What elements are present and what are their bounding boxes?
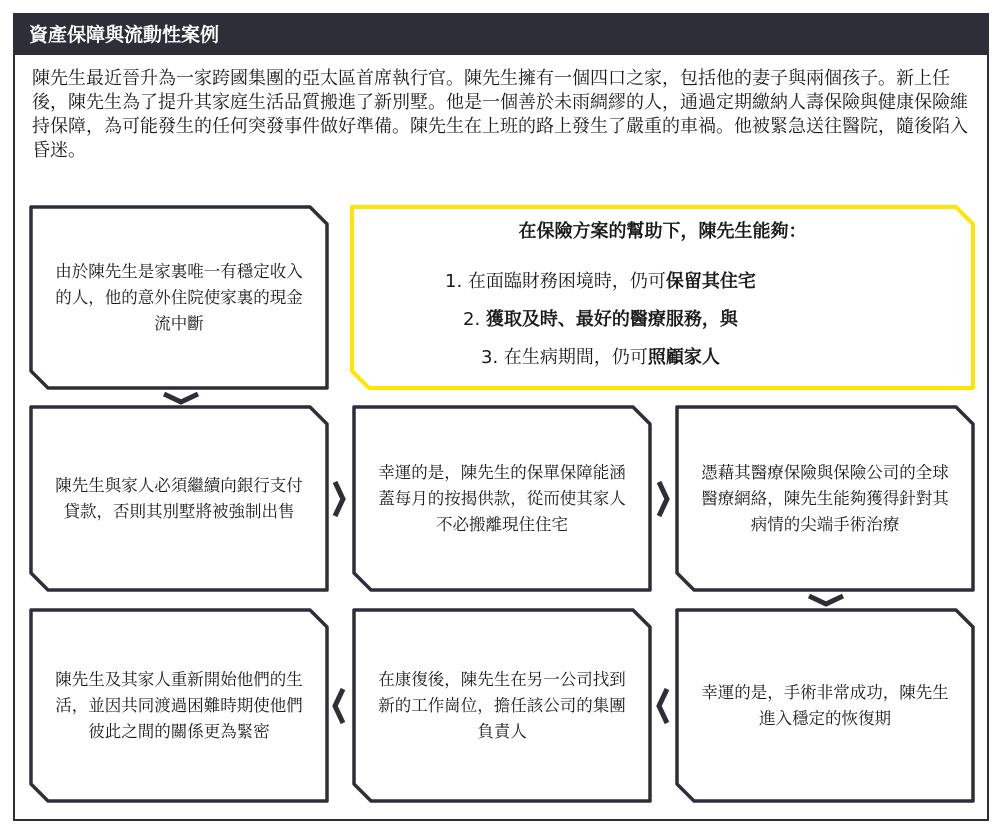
flow-box-text: 在康復後，陳先生在另一公司找到新的工作崗位，擔任該公司的集團負責人 — [378, 669, 626, 741]
insurance-benefits-box — [350, 205, 975, 390]
benefit-text: 在生病期間，仍可 — [503, 347, 648, 368]
benefit-emphasis: 照顧家人 — [647, 347, 720, 368]
flow-box-text: 陳先生與家人必須繼續向銀行支付貸款，否則其別墅將被強制出售 — [55, 475, 303, 521]
benefits-list — [445, 263, 756, 377]
benefit-number: 1. — [445, 271, 463, 292]
flow-box-recovery — [675, 608, 975, 803]
flow-box-text: 陳先生及其家人重新開始他們的生活，並因共同渡過困難時期使他們彼此之間的關係更為緊密 — [55, 669, 303, 741]
chevron-left-icon — [331, 686, 347, 726]
benefit-emphasis: 保留其住宅 — [665, 271, 756, 292]
benefit-text: 在面臨財務困境時，仍可 — [467, 271, 666, 292]
flow-box-new-job — [352, 608, 652, 803]
benefit-number: 2. — [463, 309, 481, 330]
benefit-emphasis: 獲取及時、最好的醫療服務， — [485, 309, 720, 330]
panel-title: 資產保障與流動性案例 — [15, 15, 987, 55]
flow-box-text: 憑藉其醫療保險與保險公司的全球醫療網絡，陳先生能夠獲得針對其病情的尖端手術治療 — [701, 462, 949, 534]
benefit-tail: 與 — [719, 309, 738, 330]
benefit-item — [445, 339, 756, 377]
chevron-right-icon — [655, 479, 671, 519]
intro-paragraph: 陳先生最近晉升為一家跨國集團的亞太區首席執行官。陳先生擁有一個四口之家，包括他的妻子與兩個孩子。新上任後，陳先生為了提升其家庭生活品質搬進了新別墅。他是一個善於未雨綢繆的人，通過定期繳納人壽保險與健康保險維持保障，為可能發生的任何突發事件做好準備。陳先生在上班的路上發生了嚴重的車禍。他被緊急送往醫院，隨後陷入昏迷。 — [32, 68, 968, 161]
chevron-right-icon — [331, 479, 347, 519]
chevron-down-icon — [161, 391, 201, 405]
chevron-down-icon — [806, 593, 846, 607]
benefit-item — [445, 263, 756, 301]
benefit-item — [445, 301, 756, 339]
benefit-number: 3. — [481, 347, 499, 368]
flow-box-text: 幸運的是，手術非常成功，陳先生進入穩定的恢復期 — [701, 682, 949, 728]
flow-box-mortgage — [29, 405, 329, 592]
flow-box-text: 幸運的是，陳先生的保單保障能涵蓋每月的按揭供款，從而使其家人不必搬離現住住宅 — [378, 462, 626, 534]
flow-box-medical-network — [675, 405, 975, 592]
flow-box-income-loss — [29, 205, 329, 390]
flow-box-text: 由於陳先生是家裏唯一有穩定收入的人，他的意外住院使家裏的現金流中斷 — [55, 261, 303, 333]
flow-box-new-life — [29, 608, 329, 803]
benefits-heading: 在保險方案的幫助下，陳先生能夠： — [518, 221, 807, 242]
chevron-left-icon — [655, 686, 671, 726]
flow-box-policy-coverage — [352, 405, 652, 592]
